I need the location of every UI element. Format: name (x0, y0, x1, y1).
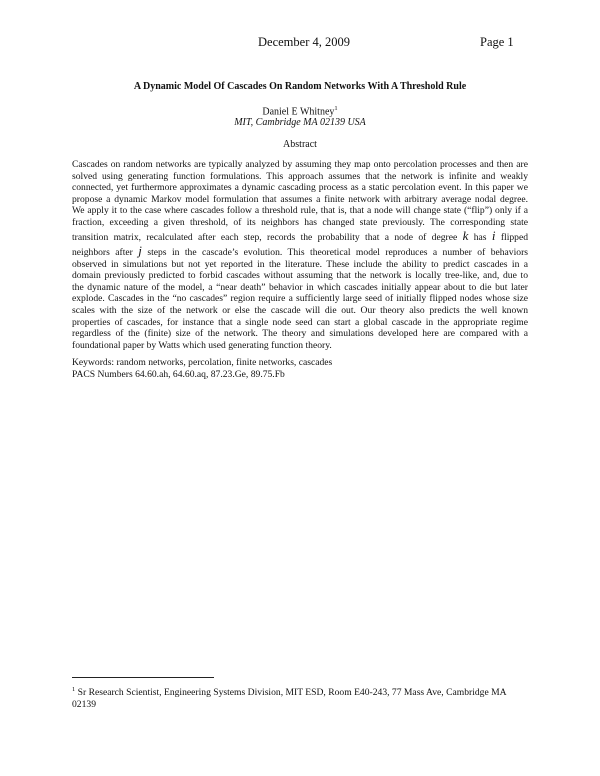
abstract-line: domain previously predicted to forbid cascades without assuming that the network is locally tree-like, and, due to (72, 270, 528, 282)
abstract-line: the dynamic nature of the model, a “near death” behavior in which cascades initially appear about to die but later (72, 281, 528, 293)
math-variable-j: j (138, 242, 142, 258)
keywords-line: Keywords: random networks, percolation, finite networks, cascades (72, 357, 333, 368)
header-page-number: Page 1 (480, 35, 514, 49)
abstract-line: properties of cascades, for instance that a single node seed can start a global cascade in the appropriate regime (72, 316, 528, 328)
footnote-divider (72, 677, 214, 678)
keywords-block (72, 357, 332, 380)
abstract-line: observed in simulations but not yet reported in the literature. These include the ability to predict cascades in a (72, 258, 528, 270)
abstract-text-segment: flipped (500, 231, 529, 243)
abstract-line: regardless of the (finite) size of the network. The theory and simulations developed here are compared with a (72, 328, 528, 340)
author-line (0, 105, 600, 117)
paper-title: A Dynamic Model Of Cascades On Random Networks With A Threshold Rule (133, 81, 467, 92)
abstract-line: explode. Cascades in the “no cascades” region require a sufficiently large seed of initially flipped nodes whose size (72, 293, 528, 305)
footnote (72, 684, 532, 711)
abstract-text-segment: has (473, 231, 487, 243)
header-date: December 4, 2009 (258, 35, 350, 49)
abstract-line: Cascades on random networks are typically analyzed by assuming they map onto percolation processes and then are (72, 159, 528, 170)
math-variable-i: i (491, 227, 496, 243)
author-footnote-mark: 1 (334, 105, 338, 112)
footnote-text: Sr Research Scientist, Engineering Systems Division, MIT ESD, Room E40-243, 77 Mass Ave, Cambridge MA 02139 (72, 687, 507, 711)
abstract-line: fraction, exceeding a given threshold, of its neighbors has changed state previously. The corresponding state (72, 216, 528, 228)
abstract-line: connected, yet furthermore approximates a dynamic cascading process as a static percolation event. In this paper we (72, 182, 528, 194)
abstract-line: foundational paper by Watts which used generating function theory. (72, 339, 332, 351)
abstract-line: propose a dynamic Markov model formulation that assumes a finite network with arbitrary average nodal degree. (72, 193, 528, 205)
abstract-line: We apply it to the case where cascades follow a threshold rule, that is, that a node will change state (“flip”) only if a (72, 205, 528, 217)
abstract-line (72, 244, 528, 259)
abstract-text-segment: neighbors after (72, 246, 133, 258)
footnote-mark: 1 (72, 686, 76, 693)
abstract-text-segment: transition matrix, recalculated after each step, records the probability that a node of degree (72, 231, 458, 243)
author-name: Daniel E Whitney (262, 106, 335, 118)
abstract-body (72, 159, 528, 351)
math-variable-k: k (462, 227, 469, 243)
abstract-text-segment: steps in the cascade’s evolution. This theoretical model reproduces a number of behaviors (147, 246, 528, 258)
abstract-heading: Abstract (283, 139, 317, 150)
pacs-numbers-line: PACS Numbers 64.60.ah, 64.60.aq, 87.23.Ge, 89.75.Fb (72, 368, 285, 380)
author-affiliation: MIT, Cambridge MA 02139 USA (234, 117, 366, 128)
abstract-line: scales with the size of the network or else the cascade will die out. Our theory also predicts the well known (72, 304, 528, 316)
abstract-line (72, 229, 528, 244)
abstract-line: solved using generating function formulations. This approach assumes that the network is infinite and weakly (72, 170, 528, 182)
